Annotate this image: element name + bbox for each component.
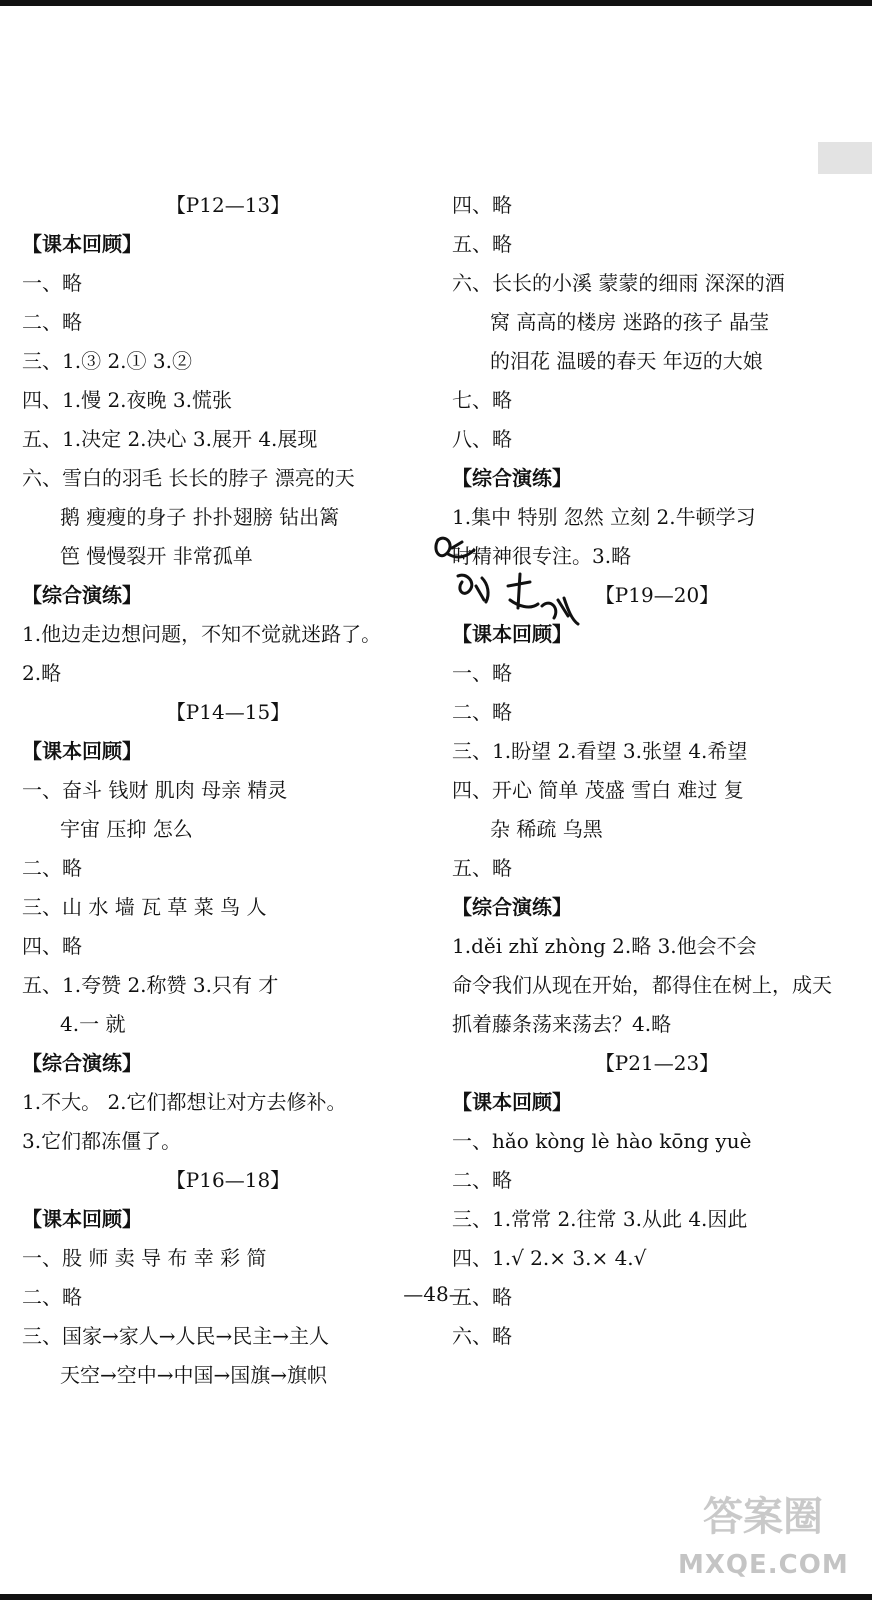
section-heading: 【P12—13】: [165, 193, 291, 217]
section-heading: 【P16—18】: [165, 1168, 291, 1192]
section-heading: 【P14—15】: [165, 700, 291, 724]
answer-line: 八、略: [452, 427, 512, 451]
answer-line: 五、略: [452, 1285, 512, 1309]
answer-line: 一、奋斗 钱财 肌肉 母亲 精灵: [22, 778, 288, 802]
section-heading: 【P19—20】: [594, 583, 720, 607]
answer-line: 一、略: [22, 271, 82, 295]
answer-line: 三、1.盼望 2.看望 3.张望 4.希望: [452, 739, 748, 763]
handwritten-scribble: [418, 520, 598, 670]
answer-line: 三、1.③ 2.① 3.②: [22, 349, 192, 373]
answer-line: 二、略: [22, 1285, 82, 1309]
answer-line: 宇宙 压抑 怎么: [60, 817, 193, 841]
answer-line: 七、略: [452, 388, 512, 412]
answer-line: 四、开心 简单 茂盛 雪白 难过 复: [452, 778, 744, 802]
answer-line: 笆 慢慢裂开 非常孤单: [60, 544, 253, 568]
answer-line: 四、略: [22, 934, 82, 958]
bottom-border: [0, 1594, 872, 1600]
answer-line: 1.不大。 2.它们都想让对方去修补。: [22, 1090, 347, 1114]
answer-line: 杂 稀疏 乌黑: [490, 817, 603, 841]
section-label: 【课本回顾】: [22, 1207, 142, 1231]
answer-line: 时精神很专注。3.略: [452, 544, 632, 568]
answer-line: 抓着藤条荡来荡去？4.略: [452, 1012, 672, 1036]
answer-line: 二、略: [22, 310, 82, 334]
section-label: 【综合演练】: [452, 466, 572, 490]
answer-line: 一、股 师 卖 导 布 幸 彩 简: [22, 1246, 267, 1270]
left-column: [22, 186, 434, 1395]
top-border: [0, 0, 872, 6]
answer-line: 二、略: [452, 1168, 512, 1192]
answer-line: 2.略: [22, 661, 62, 685]
answer-line: 四、1.慢 2.夜晚 3.慌张: [22, 388, 232, 412]
section-label: 【课本回顾】: [22, 232, 142, 256]
answer-line: 六、雪白的羽毛 长长的脖子 漂亮的天: [22, 466, 355, 490]
section-label: 【课本回顾】: [452, 1090, 572, 1114]
answer-line: 1.集中 特别 忽然 立刻 2.牛顿学习: [452, 505, 756, 529]
answer-line: 3.它们都冻僵了。: [22, 1129, 182, 1153]
answer-line: 1.děi zhǐ zhòng 2.略 3.他会不会: [452, 934, 757, 958]
answer-line: 五、1.决定 2.决心 3.展开 4.展现: [22, 427, 318, 451]
answer-line: 四、略: [452, 193, 512, 217]
corner-tab: [818, 142, 872, 174]
answer-line: 五、略: [452, 232, 512, 256]
watermark-url: MXQE.COM: [678, 1550, 849, 1580]
answer-line: 三、山 水 墙 瓦 草 菜 鸟 人: [22, 895, 267, 919]
section-label: 【综合演练】: [452, 895, 572, 919]
answer-line: 六、略: [452, 1324, 512, 1348]
answer-line: 二、略: [452, 700, 512, 724]
answer-line: 三、1.常常 2.往常 3.从此 4.因此: [452, 1207, 748, 1231]
right-column: [452, 186, 862, 1356]
answer-line: 一、略: [452, 661, 512, 685]
answer-line: 的泪花 温暖的春天 年迈的大娘: [490, 349, 763, 373]
answer-line: 二、略: [22, 856, 82, 880]
answer-line: 1.他边走边想问题，不知不觉就迷路了。: [22, 622, 382, 646]
section-label: 【综合演练】: [22, 1051, 142, 1075]
answer-line: 五、略: [452, 856, 512, 880]
answer-line: 五、1.夸赞 2.称赞 3.只有 才: [22, 973, 279, 997]
answer-line: 鹅 瘦瘦的身子 扑扑翅膀 钻出篱: [60, 505, 340, 529]
section-heading: 【P21—23】: [594, 1051, 720, 1075]
answer-line: 窝 高高的楼房 迷路的孩子 晶莹: [490, 310, 770, 334]
section-label: 【课本回顾】: [22, 739, 142, 763]
answer-line: 天空→空中→中国→国旗→旗帜: [60, 1363, 328, 1387]
answer-line: 四、1.√ 2.× 3.× 4.√: [452, 1246, 647, 1270]
watermark-logo: [678, 1485, 848, 1580]
watermark-logo-mark: 答案圈: [703, 1494, 823, 1540]
answer-line: 一、hǎo kòng lè hào kōng yuè: [452, 1129, 752, 1153]
answer-line: 命令我们从现在开始，都得住在树上，成天: [452, 973, 832, 997]
page-number: —48—: [403, 1282, 469, 1306]
section-label: 【课本回顾】: [452, 622, 572, 646]
answer-line: 三、国家→家人→人民→民主→主人: [22, 1324, 330, 1348]
section-label: 【综合演练】: [22, 583, 142, 607]
answer-line: 六、长长的小溪 蒙蒙的细雨 深深的酒: [452, 271, 785, 295]
answer-line: 4.一 就: [60, 1012, 126, 1036]
